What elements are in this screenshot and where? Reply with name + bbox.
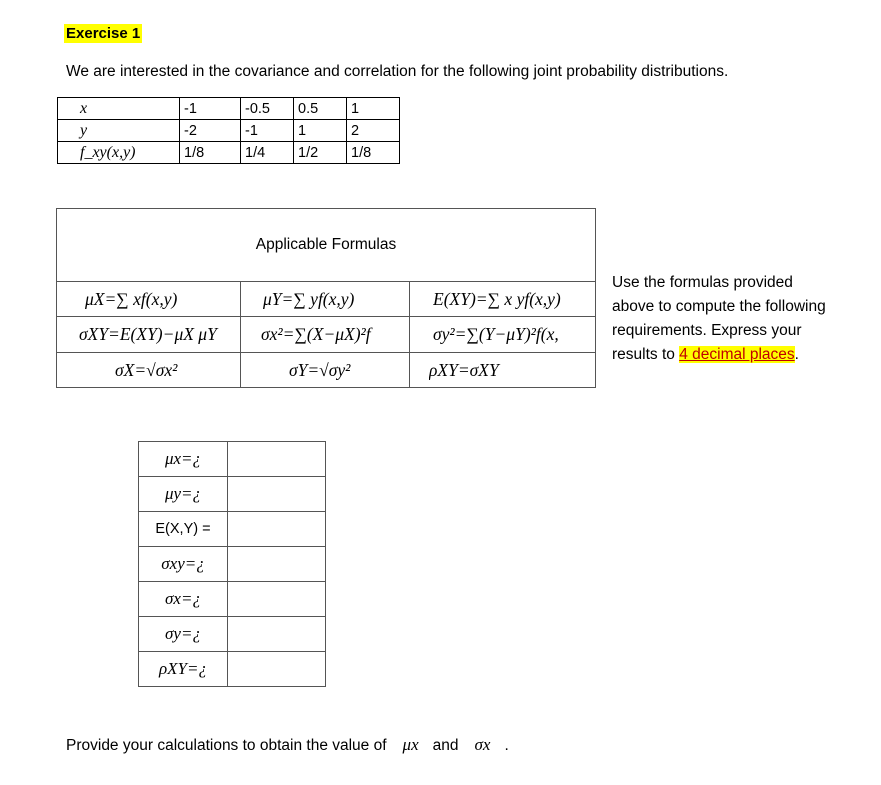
answer-label-mu-y: μy=¿: [139, 477, 228, 512]
table-cell: -1: [180, 98, 241, 120]
table-cell: -0.5: [241, 98, 294, 120]
table-cell: 2: [347, 120, 400, 142]
side-note-end: .: [794, 346, 799, 363]
answer-row-sigma-y: [139, 617, 326, 652]
table-cell: 0.5: [294, 98, 347, 120]
table-row-y: [58, 120, 400, 142]
answer-row-mu-y: [139, 477, 326, 512]
formula-var-y: σy²=∑(Y−μY)²f(x,: [433, 324, 559, 344]
formula-var-x: σx²=∑(X−μX)²f: [261, 324, 371, 344]
row-label-x: x: [58, 98, 180, 120]
side-note-text: Use the formulas provided above to compute the following requirements. Express your results to: [612, 274, 826, 363]
row-label-fxy: f_xy(x,y): [58, 142, 180, 164]
formula-mu-y: μY=∑ yf(x,y): [263, 289, 355, 309]
answer-input-mu-y[interactable]: [228, 477, 326, 512]
answer-label-sigma-x: σx=¿: [139, 582, 228, 617]
exercise-title: Exercise 1: [66, 25, 141, 42]
table-cell: -2: [180, 120, 241, 142]
mu-x-symbol: μx: [402, 735, 419, 754]
formulas-header: Applicable Formulas: [57, 209, 595, 282]
joint-distribution-table: [57, 97, 400, 164]
sigma-x-symbol: σx: [474, 735, 491, 754]
answer-label-sigma-xy: σxy=¿: [139, 547, 228, 582]
table-cell: 1: [347, 98, 400, 120]
table-cell: 1: [294, 120, 347, 142]
table-row-x: [58, 98, 400, 120]
row-label-y: y: [58, 120, 180, 142]
answer-row-e-xy: [139, 512, 326, 547]
answer-row-sigma-x: [139, 582, 326, 617]
formula-sigma-xy: σXY=E(XY)−μX μY: [79, 324, 217, 344]
answer-row-rho-xy: [139, 652, 326, 687]
answer-label-rho-xy: ρXY=¿: [139, 652, 228, 687]
answer-input-mu-x[interactable]: [228, 442, 326, 477]
and-word: and: [432, 737, 459, 754]
formula-mu-x: μX=∑ xf(x,y): [85, 289, 178, 309]
table-row-fxy: [58, 142, 400, 164]
table-cell: 1/8: [347, 142, 400, 164]
answer-input-sigma-x[interactable]: [228, 582, 326, 617]
answer-input-e-xy[interactable]: [228, 512, 326, 547]
answer-input-sigma-xy[interactable]: [228, 547, 326, 582]
side-note-highlight: 4 decimal places: [679, 346, 795, 363]
formula-rho-xy: ρXY=σXY: [429, 360, 499, 380]
answer-input-rho-xy[interactable]: [228, 652, 326, 687]
table-cell: -1: [241, 120, 294, 142]
answer-label-sigma-y: σy=¿: [139, 617, 228, 652]
formula-sigma-y: σY=√σy²: [289, 360, 351, 380]
side-note: [612, 271, 832, 367]
calculation-prompt-text: Provide your calculations to obtain the value of: [66, 737, 387, 754]
answer-table: [138, 441, 326, 687]
answer-label-e-xy: E(X,Y) =: [139, 512, 228, 547]
answer-row-sigma-xy: [139, 547, 326, 582]
table-cell: 1/4: [241, 142, 294, 164]
table-cell: 1/2: [294, 142, 347, 164]
answer-row-mu-x: [139, 442, 326, 477]
formulas-box: [56, 208, 596, 388]
calculation-prompt-end: .: [504, 737, 509, 754]
formula-sigma-x: σX=√σx²: [115, 360, 178, 380]
answer-input-sigma-y[interactable]: [228, 617, 326, 652]
formula-e-xy: E(XY)=∑ x yf(x,y): [433, 289, 561, 309]
table-cell: 1/8: [180, 142, 241, 164]
answer-label-mu-x: μx=¿: [139, 442, 228, 477]
intro-text: We are interested in the covariance and correlation for the following joint probability distributions.: [66, 63, 729, 80]
calculation-prompt: [66, 735, 509, 756]
